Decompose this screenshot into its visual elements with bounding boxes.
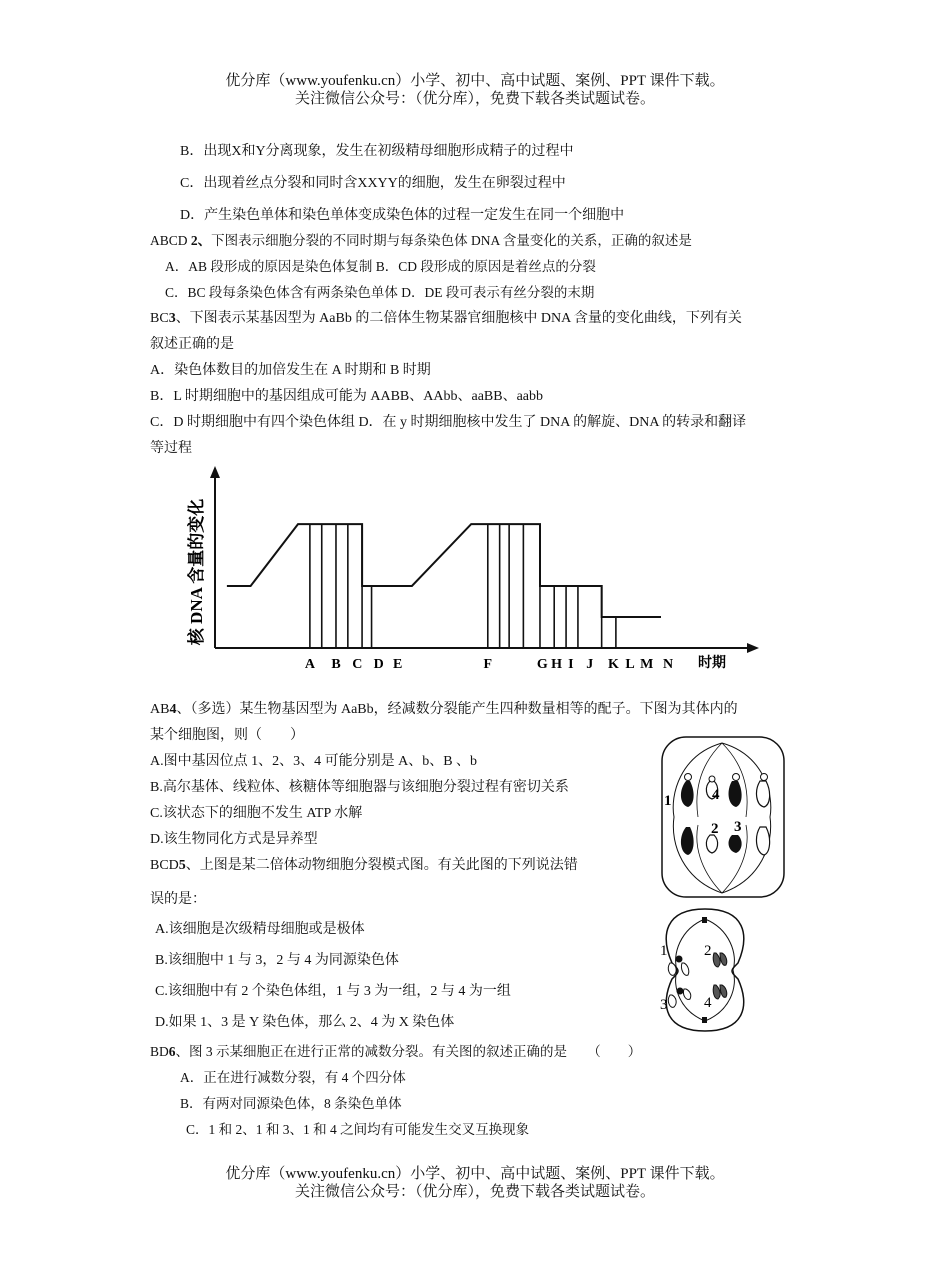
q4-answer: AB	[150, 702, 170, 717]
q3-option-a: A．染色体数目的加倍发生在 A 时期和 B 时期	[150, 363, 431, 378]
chart-y-axis-arrow	[210, 466, 220, 478]
q2-options-ab: A．AB 段形成的原因是染色体复制 B．CD 段形成的原因是着丝点的分裂	[165, 259, 596, 274]
q4-option-a: A.图中基因位点 1、2、3、4 可能分别是 A、b、B 、b	[150, 754, 478, 769]
q4-option-c: C.该状态下的细胞不发生 ATP 水解	[150, 806, 363, 821]
q3-option-cd-cont: 等过程	[150, 441, 192, 456]
q1-option-b: B．出现X和Y分离现象，发生在初级精母细胞形成精子的过程中	[180, 144, 574, 159]
q5-figure-label-4: 4	[704, 995, 712, 1011]
q3-answer: BC	[150, 311, 169, 326]
q6-option-b: B．有两对同源染色体，8 条染色单体	[180, 1096, 402, 1111]
q6-option-c: C．1 和 2、1 和 3、1 和 4 之间均有可能发生交叉互换现象	[186, 1122, 530, 1137]
q4-figure-label-3: 3	[734, 819, 742, 835]
q2-stem	[150, 232, 692, 250]
q2-stem-text: 下图表示细胞分裂的不同时期与每条染色体 DNA 含量变化的关系，正确的叙述是	[211, 233, 692, 248]
q3-number: 3	[168, 311, 176, 326]
chart-axes	[210, 466, 759, 653]
q4-option-b: B.高尔基体、线粒体、核糖体等细胞器与该细胞分裂过程有密切关系	[150, 780, 569, 795]
q5-number: 5	[178, 858, 186, 873]
q3-stem-line1: BC3、下图表示某基因型为 AaBb 的二倍体生物某器官细胞核中 DNA 含量的变化曲线，下列有关	[150, 311, 742, 326]
q1-option-c: C．出现着丝点分裂和同时含XXYY的细胞，发生在卵裂过程中	[180, 176, 566, 191]
chart-x-axis-label: 时期	[698, 656, 726, 671]
chart-tick-label-L: L	[625, 657, 635, 672]
cell-figure-q5	[650, 905, 760, 1035]
q3-option-cd: C．D 时期细胞中有四个染色体组 D．在 y 时期细胞核中发生了 DNA 的解旋、DNA 的转录和翻译	[150, 415, 747, 430]
q6-number: 6	[168, 1044, 176, 1059]
q5-option-a: A.该细胞是次级精母细胞或是极体	[155, 922, 365, 937]
q5-stem-line1: BCD5、上图是某二倍体动物细胞分裂模式图。有关此图的下列说法错	[150, 858, 578, 873]
q5-figure-label-1: 1	[660, 943, 668, 959]
q4-figure-label-4: 4	[712, 787, 720, 803]
page-footer-line2: 关注微信公众号：（优分库），免费下载各类试题试卷。	[294, 1184, 655, 1200]
chart-tick-labels	[305, 657, 673, 672]
chart-tick-label-B: B	[331, 657, 341, 672]
cell-figure-q4	[660, 735, 788, 901]
q6-option-a: A．正在进行减数分裂，有 4 个四分体	[180, 1070, 406, 1085]
q5-answer: BCD	[150, 858, 179, 873]
q5-stem-line2: 误的是：	[150, 892, 206, 907]
dna-content-chart	[180, 460, 760, 682]
chart-tick-label-N: N	[663, 657, 674, 672]
q1-option-d: D．产生染色单体和染色单体变成染色体的过程一定发生在同一个细胞中	[180, 208, 625, 223]
q2-options-cd: C．BC 段每条染色体含有两条染色单体 D．DE 段可表示有丝分裂的末期	[165, 285, 595, 300]
chart-series-line	[227, 524, 661, 617]
chart-tick-label-I: I	[568, 657, 574, 672]
q5-figure-label-2: 2	[704, 943, 712, 959]
q6-stem: BD6、图 3 示某细胞正在进行正常的减数分裂。有关图的叙述正确的是 （ ）	[150, 1044, 642, 1059]
page-header-line1: 优分库（www.youfenku.cn）小学、初中、高中试题、案例、PPT 课件下载。	[225, 73, 725, 89]
q3-stem-line2: 叙述正确的是	[150, 337, 234, 352]
q5-option-b: B.该细胞中 1 与 3，2 与 4 为同源染色体	[155, 953, 399, 968]
q2-answer: ABCD	[150, 233, 191, 248]
chart-tick-label-M: M	[640, 657, 654, 672]
chart-x-axis-arrow	[747, 643, 759, 653]
chart-y-axis-label: 核 DNA 含量的变化	[187, 498, 206, 646]
chart-tick-label-K: K	[608, 657, 619, 672]
q4-stem-line2: 某个细胞图，则（ ）	[150, 728, 304, 743]
q3-option-b: B．L 时期细胞中的基因组成可能为 AABB、AAbb、aaBB、aabb	[150, 389, 544, 404]
page-footer-line1: 优分库（www.youfenku.cn）小学、初中、高中试题、案例、PPT 课件下载。	[225, 1166, 725, 1182]
q4-figure-label-1: 1	[664, 793, 672, 809]
q4-option-d: D.该生物同化方式是异养型	[150, 832, 318, 847]
q6-answer: BD	[150, 1044, 169, 1059]
q5-option-d: D.如果 1、3 是 Y 染色体，那么 2、4 为 X 染色体	[155, 1015, 455, 1030]
q5-figure-label-3: 3	[660, 997, 668, 1013]
chart-tick-label-E: E	[393, 657, 403, 672]
chart-tick-label-C: C	[352, 657, 363, 672]
chart-tick-label-H: H	[551, 657, 563, 672]
chart-tick-label-A: A	[304, 657, 315, 672]
q4-figure-label-2: 2	[711, 821, 719, 837]
page-header-line2: 关注微信公众号：（优分库），免费下载各类试题试卷。	[294, 91, 655, 107]
chart-tick-label-F: F	[483, 657, 493, 672]
q2-number: 2、	[190, 233, 212, 248]
q5-option-c: C.该细胞中有 2 个染色体组，1 与 3 为一组，2 与 4 为一组	[155, 984, 511, 999]
chart-tick-label-D: D	[373, 657, 384, 672]
q4-stem-line1: AB4、（多选）某生物基因型为 AaBb，经减数分裂能产生四种数量相等的配子。下图为其体内的	[150, 702, 738, 717]
chart-tick-label-G: G	[536, 657, 548, 672]
q4-number: 4	[169, 702, 177, 717]
chart-tick-label-J: J	[586, 657, 594, 672]
